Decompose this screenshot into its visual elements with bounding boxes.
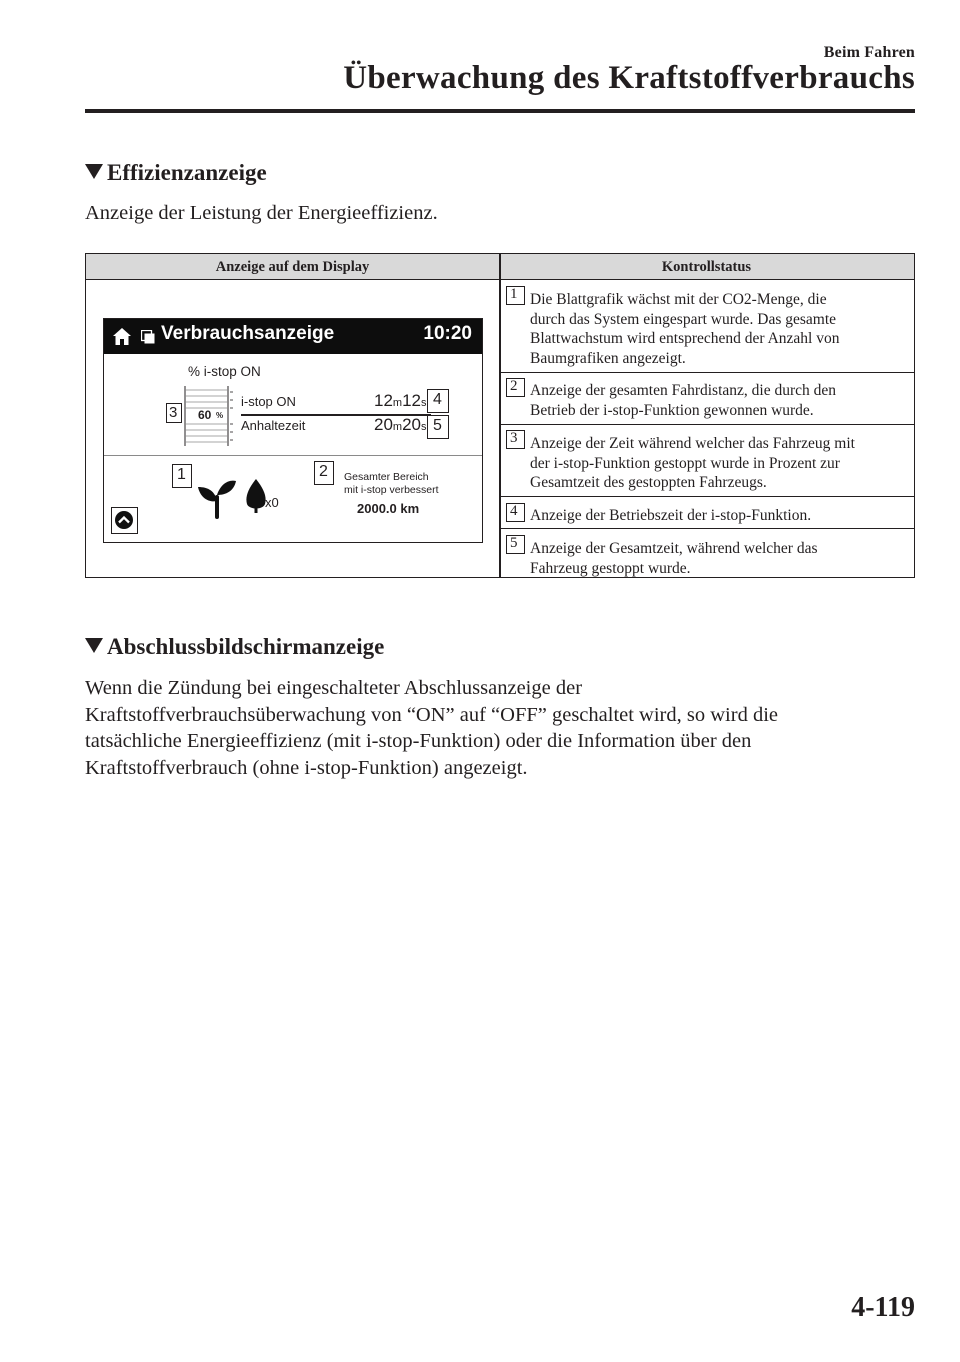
end-screen-paragraph (85, 675, 778, 781)
istop-on-time (374, 391, 427, 411)
number-4-label: 4 (510, 503, 518, 519)
sprout-icon (196, 477, 238, 519)
distance-value: 2000.0 km (357, 501, 420, 516)
efficiency-table (85, 253, 915, 578)
status-row (500, 424, 914, 496)
screen-title: Verbrauchsanzeige (161, 323, 335, 344)
number-3-label: 3 (510, 430, 518, 446)
paragraph-line: Wenn die Zündung bei eingeschalteter Abschlussanzeige der (85, 677, 583, 699)
column-header-display: Anzeige auf dem Display (215, 259, 370, 275)
paragraph-line: Kraftstoffverbrauch (ohne i-stop-Funktion) angezeigt. (85, 756, 528, 779)
status-line: Anzeige der gesamten Fahrdistanz, die durch den (530, 382, 837, 399)
section-divider (104, 455, 482, 456)
triangle-bullet-icon (85, 638, 103, 653)
istop-percent-label: % i-stop ON (188, 364, 261, 379)
number-1-label: 1 (510, 286, 518, 302)
screen-clock: 10:20 (423, 323, 472, 344)
callout-2-label: 2 (319, 463, 328, 480)
status-text (530, 539, 904, 578)
status-line: Baumgrafiken angezeigt. (530, 349, 686, 367)
status-line: durch das System eingespart wurde. Das gesamte (530, 310, 837, 328)
idle-time-label: Anhaltezeit (241, 418, 306, 433)
status-text (530, 381, 904, 420)
tree-count: x0 (265, 495, 279, 510)
callout-3-label: 3 (169, 404, 178, 421)
status-line: der i-stop-Funktion gestoppt wurde in Prozent zur (530, 454, 840, 472)
minute-unit: m (392, 397, 403, 409)
status-text (530, 290, 904, 368)
status-row (500, 372, 914, 424)
status-line: Anzeige der Betriebszeit der i-stop-Funktion. (530, 507, 812, 524)
idle-seconds: 20 (402, 415, 422, 434)
idle-time (374, 415, 427, 435)
distance-label-line-2: mit i-stop verbessert (344, 484, 439, 496)
status-line: Blattwachstum wird entsprechend der Anzahl von (530, 330, 840, 347)
screen-back-button[interactable] (111, 507, 138, 534)
callout-4-label: 4 (433, 391, 442, 408)
efficiency-intro: Anzeige der Leistung der Energieeffizienz. (85, 202, 438, 224)
number-5-label: 5 (510, 535, 518, 551)
page-number: 4-119 (851, 1292, 915, 1323)
status-text (530, 506, 904, 526)
status-line: Die Blattgrafik wächst mit der CO2-Menge, die (530, 291, 827, 308)
callout-1-label: 1 (177, 466, 186, 483)
efficiency-heading-text: Effizienzanzeige (107, 160, 267, 185)
status-text (530, 434, 904, 493)
chapter-title: Überwachung des Kraftstoffverbrauchs (343, 60, 915, 96)
paragraph-line: Kraftstoffverbrauchsüberwachung von “ON” auf “OFF” geschaltet wird, so wird die (85, 703, 778, 726)
minute-unit: m (392, 421, 403, 433)
gauge-value: 60 (198, 408, 212, 422)
idle-minutes: 20 (374, 415, 393, 434)
end-screen-heading (85, 634, 384, 660)
screen-title-bar (104, 319, 482, 354)
column-header-status: Kontrollstatus (661, 259, 752, 275)
paragraph-line: tatsächliche Energieeffizienz (mit i-stop-Funktion) oder die Information über den (85, 730, 752, 752)
status-line: Anzeige der Zeit während welcher das Fahrzeug mit (530, 435, 855, 452)
status-row (500, 496, 914, 528)
status-row (500, 528, 914, 578)
istop-on-label: i-stop ON (241, 394, 296, 409)
header-rule (85, 109, 915, 113)
app-icon (141, 330, 155, 344)
status-line: Anzeige der Gesamtzeit, während welcher das (530, 540, 818, 557)
section-name: Beim Fahren (823, 44, 915, 61)
consumption-screen (103, 318, 483, 543)
callout-5-label: 5 (433, 417, 442, 434)
status-row (500, 280, 914, 372)
triangle-bullet-icon (85, 164, 103, 179)
end-screen-heading-text: Abschlussbildschirmanzeige (107, 634, 385, 659)
home-icon (112, 327, 132, 346)
number-2-label: 2 (510, 378, 518, 394)
status-line: Fahrzeug gestoppt wurde. (530, 559, 691, 577)
chevron-up-icon (114, 510, 134, 530)
second-unit: s (421, 397, 427, 409)
istop-on-minutes: 12 (374, 391, 393, 410)
status-line: Betrieb der i-stop-Funktion gewonnen wurde. (530, 401, 814, 419)
status-line: Gesamtzeit des gestoppten Fahrzeugs. (530, 474, 767, 491)
gauge-unit: % (216, 411, 224, 420)
second-unit: s (421, 421, 427, 433)
distance-label-line-1: Gesamter Bereich (344, 471, 429, 483)
efficiency-heading (85, 160, 267, 186)
istop-on-seconds: 12 (402, 391, 422, 410)
